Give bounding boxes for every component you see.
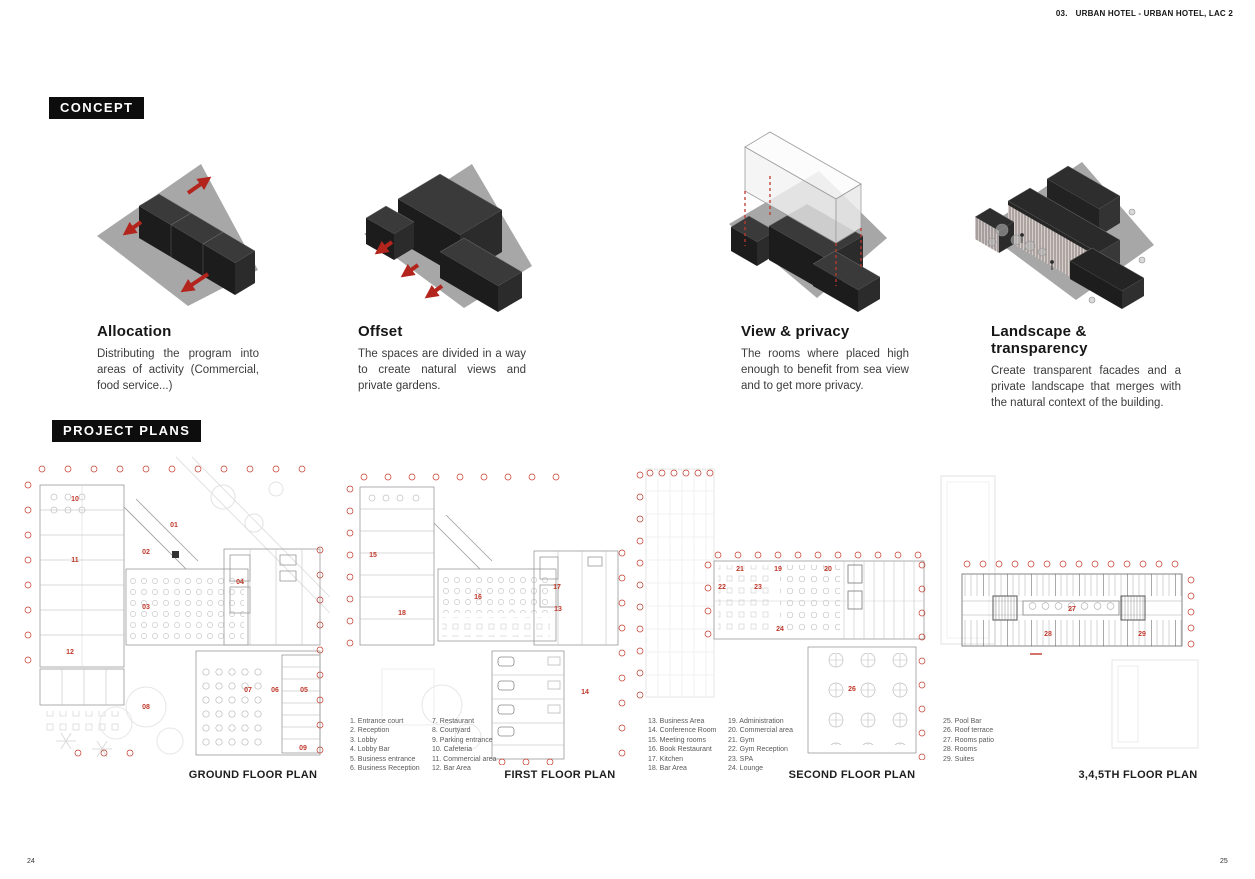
grid-bubble [247, 466, 253, 472]
grid-bubble [25, 482, 31, 488]
grid-bubble [347, 486, 353, 492]
grid-bubbles [25, 482, 31, 663]
grid-bubble [619, 725, 625, 731]
legend-item: 16. Book Restaurant [648, 746, 712, 754]
plan-annotation: 18 [398, 610, 406, 617]
concept-body: Distributing the program into areas of activity (Commercial, food service...) [97, 348, 259, 392]
grid-bubble [75, 750, 81, 756]
faint-grid-zone [646, 469, 714, 697]
grid-bubble [91, 466, 97, 472]
legend-column-2a [648, 717, 728, 773]
legend-item: 9. Parking entrance [432, 736, 493, 744]
concept-body: The rooms where placed high enough to benefit from sea view and to get more privacy. [741, 348, 909, 392]
grid-bubble [637, 670, 643, 676]
legend-item: 20. Commercial area [728, 727, 793, 735]
grid-bubble [25, 532, 31, 538]
legend-item: 13. Business Area [648, 718, 705, 725]
grid-bubble [1188, 609, 1194, 615]
grid-bubbles [637, 472, 643, 698]
grid-bubble [619, 600, 625, 606]
concept-block-view-privacy [741, 323, 909, 395]
grid-bubble [547, 759, 553, 765]
plan-caption-second: SECOND FLOOR PLAN [788, 769, 916, 781]
grid-bubble [619, 750, 625, 756]
legend-item: 2. Reception [350, 727, 390, 735]
plan-annotation: 01 [170, 522, 178, 529]
grid-bubbles [317, 547, 323, 753]
legend-column-3 [943, 717, 1023, 764]
concept-title: Offset [358, 323, 403, 340]
plan-annotation: 29 [1138, 631, 1146, 638]
legend-item: 18. Bar Area [648, 765, 687, 773]
plan-annotation: 21 [736, 566, 744, 573]
plan-annotation: 12 [66, 649, 74, 656]
grid-bubble [619, 625, 625, 631]
legend-item: 11. Commercial area [432, 755, 497, 763]
grid-bubble [361, 474, 367, 480]
grid-bubble [980, 561, 986, 567]
grid-bubble [481, 474, 487, 480]
grid-bubble [964, 561, 970, 567]
plan-annotation: 20 [824, 566, 832, 573]
header-number: 03. [1055, 9, 1068, 18]
grid-bubble [39, 466, 45, 472]
grid-bubble [195, 466, 201, 472]
grid-bubble [1108, 561, 1114, 567]
grid-bubble [637, 494, 643, 500]
grid-bubble [1188, 641, 1194, 647]
grid-bubble [915, 552, 921, 558]
grid-bubble [553, 474, 559, 480]
legend-item: 6. Business Reception [350, 765, 420, 773]
legend-item: 27. Rooms patio [943, 736, 994, 744]
grid-bubble [619, 575, 625, 581]
plan-annotation: 02 [142, 549, 150, 556]
plan-annotation: 28 [1044, 631, 1052, 638]
grid-bubble [505, 474, 511, 480]
plan-annotation: 23 [754, 584, 762, 591]
legend-item: 8. Courtyard [432, 727, 471, 735]
typical-floor-plan-drawing [935, 468, 1225, 753]
grid-bubble [25, 582, 31, 588]
grid-bubble [647, 470, 653, 476]
grid-bubble [671, 470, 677, 476]
grid-bubble [637, 538, 643, 544]
concept-body: The spaces are divided in a way to create natural views and private gardens. [358, 348, 526, 392]
concept-title: Allocation [97, 323, 172, 340]
legend-item: 23. SPA [728, 755, 754, 763]
allocation-diagram [85, 146, 305, 318]
plan-caption-typical: 3,4,5TH FLOOR PLAN [1078, 769, 1198, 781]
plan-annotation: 08 [142, 704, 150, 711]
plan-annotation: 14 [581, 689, 589, 696]
grid-bubble [273, 466, 279, 472]
landscape-transparency-diagram [972, 150, 1200, 314]
grid-bubble [347, 530, 353, 536]
grid-bubble [795, 552, 801, 558]
grid-bubble [835, 552, 841, 558]
grid-bubble [347, 618, 353, 624]
legend-item: 5. Business entrance [350, 755, 416, 763]
grid-bubble [619, 700, 625, 706]
legend-item: 24. Lounge [728, 765, 764, 773]
grid-bubble [775, 552, 781, 558]
grid-bubble [919, 658, 925, 664]
grid-bubble [619, 550, 625, 556]
grid-bubble [143, 466, 149, 472]
grid-bubble [637, 648, 643, 654]
page-number-left: 24 [27, 858, 35, 865]
legend-item: 25. Pool Bar [943, 718, 982, 725]
legend-item: 22. Gym Reception [728, 746, 788, 754]
plan-annotation: 07 [244, 687, 252, 694]
grid-bubble [25, 507, 31, 513]
legend-item: 12. Bar Area [432, 765, 471, 773]
grid-bubbles [39, 466, 305, 472]
grid-bubble [895, 552, 901, 558]
page-number-right: 25 [1220, 858, 1228, 865]
grid-bubble [707, 470, 713, 476]
grid-bubble [385, 474, 391, 480]
legend-item: 28. Rooms [943, 746, 977, 754]
plan-caption-ground: GROUND FLOOR PLAN [188, 769, 318, 781]
legend-item: 10. Cafeteria [432, 746, 473, 754]
ground-floor-plan-drawing [18, 455, 330, 760]
grid-bubbles [1188, 577, 1194, 647]
legend-item: 1. Entrance court [350, 718, 404, 725]
grid-bubble [637, 472, 643, 478]
grid-bubble [409, 474, 415, 480]
legend-item: 17. Kitchen [648, 755, 684, 763]
legend-item: 7. Restaurant [432, 718, 475, 725]
section-label-concept: CONCEPT [49, 97, 144, 119]
plan-annotation: 06 [271, 687, 279, 694]
grid-bubble [919, 754, 925, 760]
plan-annotation: 10 [71, 496, 79, 503]
plan-annotation: 24 [776, 626, 784, 633]
concept-block-offset [358, 323, 526, 395]
grid-bubble [25, 607, 31, 613]
grid-bubble [637, 516, 643, 522]
grid-bubble [755, 552, 761, 558]
header-title: URBAN HOTEL - URBAN HOTEL, LAC 2 [1075, 9, 1233, 18]
grid-bubble [735, 552, 741, 558]
view-privacy-diagram [715, 116, 945, 318]
grid-bubble [619, 675, 625, 681]
grid-bubble [347, 596, 353, 602]
plan-annotation: 03 [142, 604, 150, 611]
grid-bubble [25, 657, 31, 663]
grid-bubble [1156, 561, 1162, 567]
legend-item: 19. Administration [728, 718, 784, 725]
grid-bubble [347, 552, 353, 558]
second-floor-plan-drawing [628, 465, 928, 760]
grid-bubble [815, 552, 821, 558]
legend-item: 3. Lobby [350, 736, 377, 744]
grid-bubble [683, 470, 689, 476]
grid-bubble [659, 470, 665, 476]
grid-bubble [1124, 561, 1130, 567]
grid-bubbles [619, 550, 625, 756]
grid-bubble [127, 750, 133, 756]
plan-annotation: 11 [71, 557, 79, 564]
plan-caption-first: FIRST FLOOR PLAN [504, 769, 616, 781]
section-label-project-plans: PROJECT PLANS [52, 420, 201, 442]
plan-annotation: 27 [1068, 606, 1076, 613]
plan-annotation: 26 [848, 686, 856, 693]
grid-bubble [996, 561, 1002, 567]
plan-annotation: 04 [236, 579, 244, 586]
grid-bubble [523, 759, 529, 765]
grid-bubble [529, 474, 535, 480]
offset-diagram [352, 146, 577, 318]
concept-block-allocation [97, 323, 259, 395]
grid-bubble [919, 682, 925, 688]
plan-annotation: 17 [553, 584, 561, 591]
plan-annotation: 05 [300, 687, 308, 694]
concept-title: Landscape & transparency [991, 323, 1088, 357]
grid-bubble [1028, 561, 1034, 567]
grid-bubble [1076, 561, 1082, 567]
grid-bubble [299, 466, 305, 472]
grid-bubble [1172, 561, 1178, 567]
grid-bubble [1092, 561, 1098, 567]
grid-bubble [1012, 561, 1018, 567]
grid-bubble [1140, 561, 1146, 567]
grid-bubble [637, 582, 643, 588]
plan-annotation: 22 [718, 584, 726, 591]
grid-bubble [221, 466, 227, 472]
grid-bubble [169, 466, 175, 472]
grid-bubble [855, 552, 861, 558]
plan-annotation: 19 [774, 566, 782, 573]
page-header [1056, 9, 1233, 18]
legend-item: 26. Roof terrace [943, 727, 994, 735]
grid-bubble [637, 692, 643, 698]
grid-bubble [1188, 577, 1194, 583]
plan-annotation: 15 [369, 552, 377, 559]
grid-bubble [457, 474, 463, 480]
grid-bubble [433, 474, 439, 480]
grid-bubble [619, 650, 625, 656]
plan-annotation: 16 [474, 594, 482, 601]
legend-item: 4. Lobby Bar [350, 746, 390, 754]
grid-bubble [715, 552, 721, 558]
grid-bubble [637, 626, 643, 632]
grid-bubble [65, 466, 71, 472]
grid-bubble [1060, 561, 1066, 567]
building-walls [40, 485, 320, 755]
grid-bubbles [647, 470, 713, 476]
grid-bubbles [347, 486, 353, 646]
grid-bubble [1188, 593, 1194, 599]
grid-bubble [347, 508, 353, 514]
grid-bubble [25, 557, 31, 563]
legend-column-2b [728, 717, 808, 773]
grid-bubbles [715, 552, 921, 558]
grid-bubble [1044, 561, 1050, 567]
grid-bubble [919, 730, 925, 736]
grid-bubble [117, 466, 123, 472]
grid-bubble [1188, 625, 1194, 631]
legend-column-1b [432, 717, 512, 773]
concept-title: View & privacy [741, 323, 850, 340]
grid-bubble [919, 706, 925, 712]
legend-item: 15. Meeting rooms [648, 736, 706, 744]
grid-bubble [25, 632, 31, 638]
legend-item: 29. Suites [943, 755, 975, 763]
grid-bubble [347, 640, 353, 646]
grid-bubble [347, 574, 353, 580]
grid-bubbles [964, 561, 1178, 567]
grid-bubble [637, 560, 643, 566]
legend-column-1a [350, 717, 430, 773]
grid-bubble [875, 552, 881, 558]
grid-bubbles [361, 474, 559, 480]
legend-item: 21. Gym [728, 736, 755, 744]
plan-annotation: 13 [554, 606, 562, 613]
concept-body: Create transparent facades and a private landscape that merges with the natural context of the building. [991, 365, 1181, 409]
concept-block-landscape [991, 323, 1181, 412]
legend-item: 14. Conference Room [648, 727, 717, 735]
grid-bubble [637, 604, 643, 610]
grid-bubble [695, 470, 701, 476]
plan-annotation: 09 [299, 745, 307, 752]
